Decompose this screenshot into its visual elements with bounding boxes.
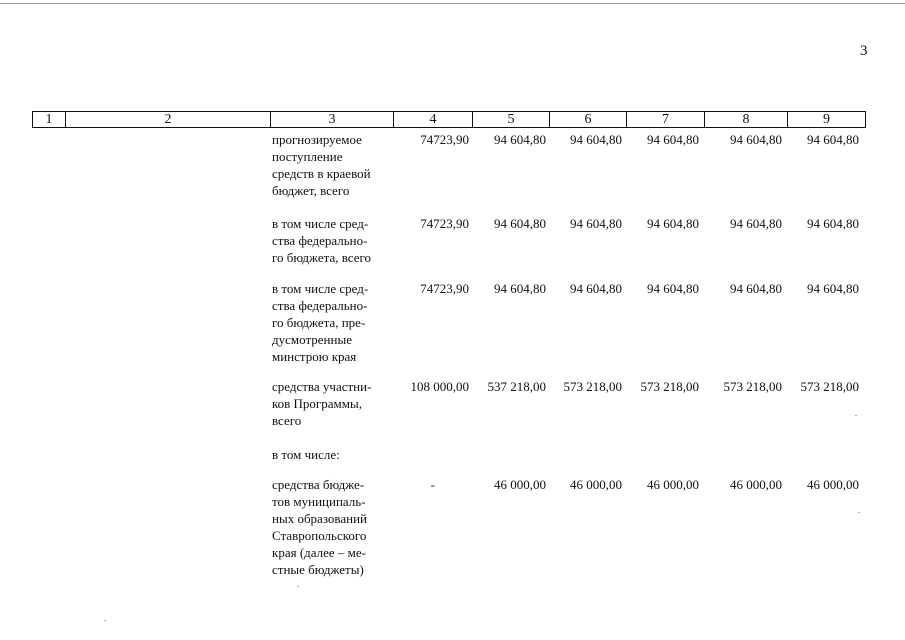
row-4-description: средства участни- ков Программы, всего <box>272 379 372 428</box>
row-5-description: в том числе: <box>272 447 340 462</box>
row-1-col-8: 94 604,80 <box>730 132 782 147</box>
row-2-description: в том числе сред- ства федерально- го бюджета, всего <box>272 216 371 265</box>
row-4-col-5: 537 218,00 <box>487 379 546 394</box>
row-6-description: средства бюдже- тов муниципаль- ных образований Ставропольского края (далее – ме- стные бюджеты) <box>272 477 367 577</box>
row-2-col-8: 94 604,80 <box>730 216 782 231</box>
row-3-col-5: 94 604,80 <box>494 281 546 296</box>
row-3-col-8: 94 604,80 <box>730 281 782 296</box>
row-3-description: в том числе сред- ства федерально- го бюджета, пре- дусмотренные минстрою края <box>272 281 369 364</box>
header-cell-col-9: 9 <box>787 111 866 128</box>
row-3-col-7: 94 604,80 <box>647 281 699 296</box>
header-cell-col-1: 1 <box>32 111 66 128</box>
row-1-col-9: 94 604,80 <box>807 132 859 147</box>
row-6-col-5: 46 000,00 <box>494 477 546 492</box>
row-2-col-7: 94 604,80 <box>647 216 699 231</box>
row-6-col-4: - <box>430 477 435 492</box>
scan-top-edge-line <box>0 3 905 4</box>
scan-speck <box>855 415 857 416</box>
header-cell-col-3: 3 <box>270 111 394 128</box>
row-1-col-5: 94 604,80 <box>494 132 546 147</box>
scan-speck <box>104 620 106 621</box>
row-6-col-9: 46 000,00 <box>807 477 859 492</box>
row-3-col-4: 74723,90 <box>420 281 469 296</box>
row-6-col-7: 46 000,00 <box>647 477 699 492</box>
header-cell-col-6: 6 <box>549 111 627 128</box>
row-4-col-9: 573 218,00 <box>800 379 859 394</box>
row-2-col-6: 94 604,80 <box>570 216 622 231</box>
row-4-col-8: 573 218,00 <box>723 379 782 394</box>
row-2-col-5: 94 604,80 <box>494 216 546 231</box>
header-cell-col-7: 7 <box>626 111 705 128</box>
row-6-col-6: 46 000,00 <box>570 477 622 492</box>
header-cell-col-5: 5 <box>472 111 550 128</box>
row-2-col-9: 94 604,80 <box>807 216 859 231</box>
row-6-col-8: 46 000,00 <box>730 477 782 492</box>
scan-speck <box>297 586 299 587</box>
header-cell-col-4: 4 <box>393 111 473 128</box>
row-4-col-7: 573 218,00 <box>640 379 699 394</box>
page-number: 3 <box>860 43 868 59</box>
scan-speck <box>858 512 860 513</box>
row-3-col-6: 94 604,80 <box>570 281 622 296</box>
row-3-col-9: 94 604,80 <box>807 281 859 296</box>
row-1-col-7: 94 604,80 <box>647 132 699 147</box>
header-cell-col-8: 8 <box>704 111 788 128</box>
header-cell-col-2: 2 <box>65 111 271 128</box>
row-1-description: прогнозируемое поступление средств в краевой бюджет, всего <box>272 132 371 198</box>
row-4-col-6: 573 218,00 <box>563 379 622 394</box>
row-1-col-6: 94 604,80 <box>570 132 622 147</box>
row-1-col-4: 74723,90 <box>420 132 469 147</box>
row-2-col-4: 74723,90 <box>420 216 469 231</box>
row-4-col-4: 108 000,00 <box>410 379 469 394</box>
